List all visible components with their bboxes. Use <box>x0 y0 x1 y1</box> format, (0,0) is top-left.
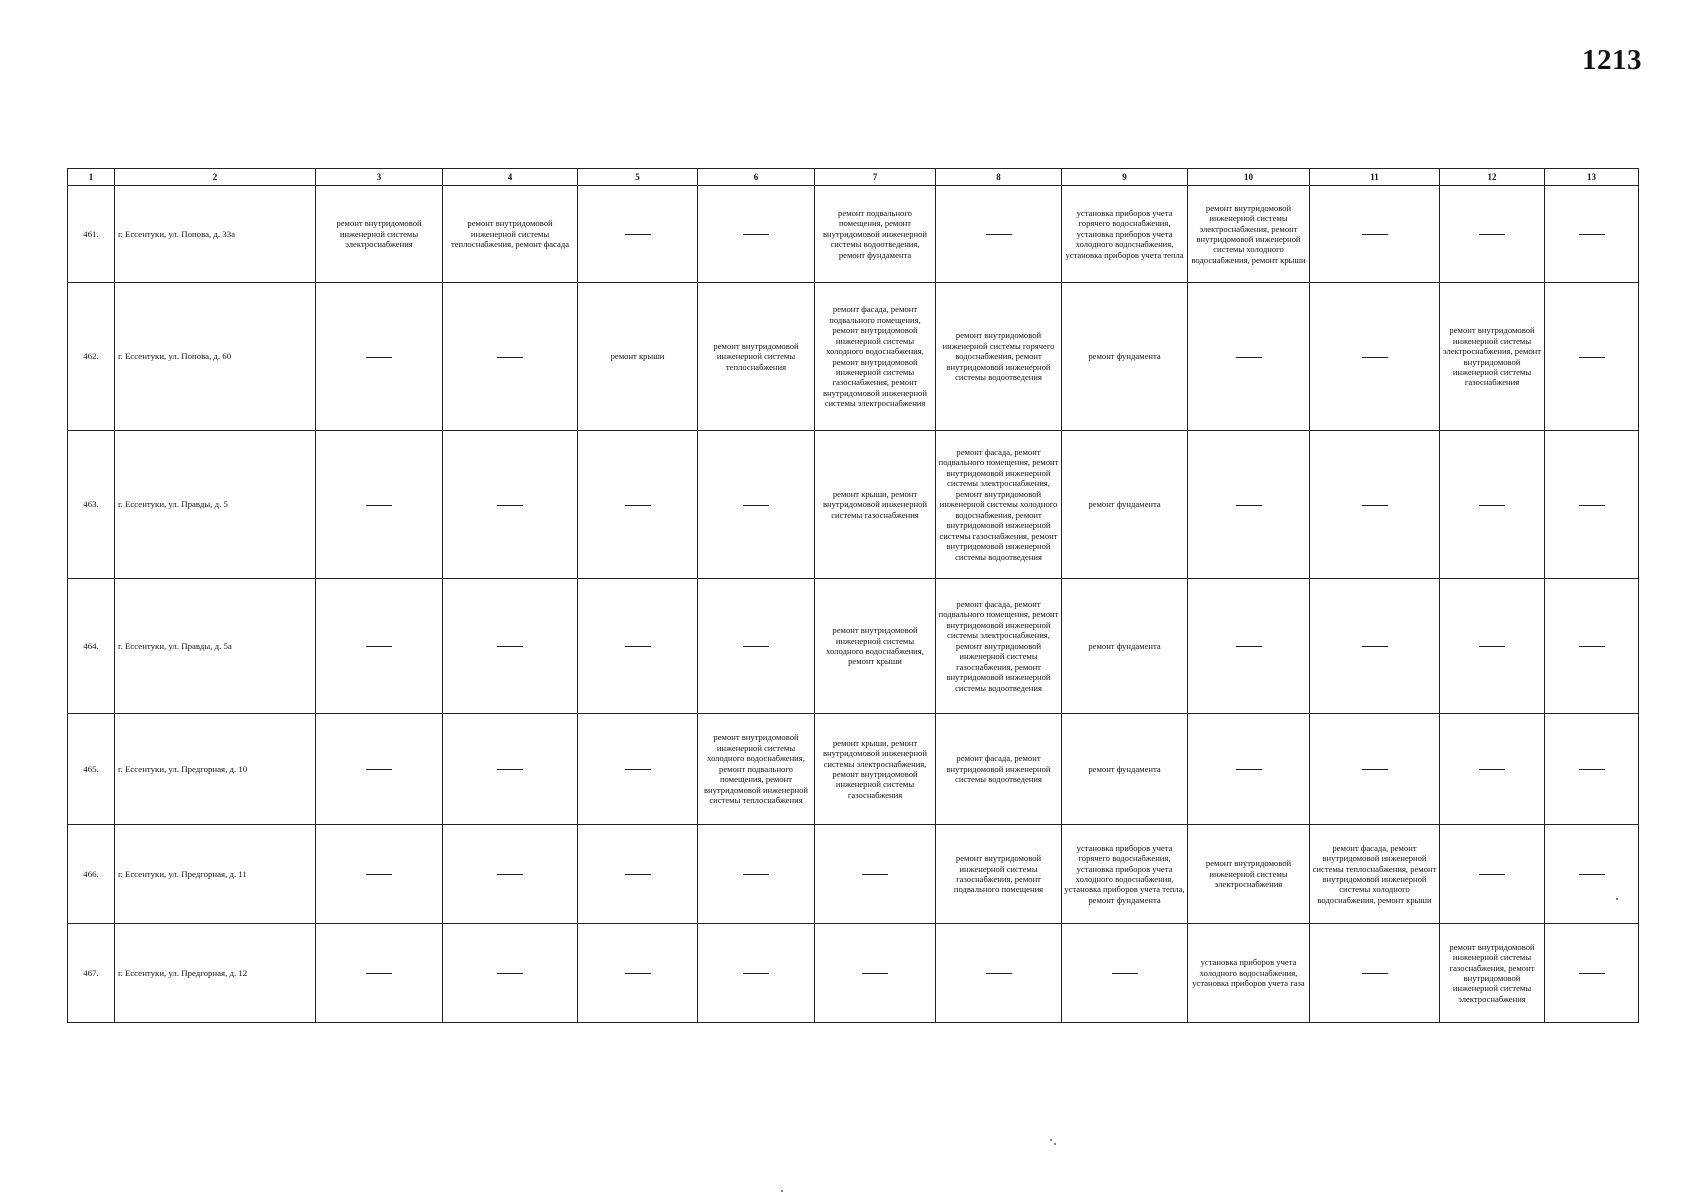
row-number: 461. <box>68 186 115 283</box>
dash-mark <box>625 234 651 235</box>
empty-dash-cell <box>698 186 815 283</box>
dash-mark <box>1579 973 1605 974</box>
empty-dash-cell <box>443 924 578 1023</box>
column-header: 7 <box>815 169 936 186</box>
empty-dash-cell <box>1440 431 1545 579</box>
empty-dash-cell <box>1310 431 1440 579</box>
empty-dash-cell <box>1545 825 1639 924</box>
address-cell: г. Ессентуки, ул. Правды, д. 5а <box>115 579 316 714</box>
dash-mark <box>1236 646 1262 647</box>
address-cell: г. Ессентуки, ул. Предгорная, д. 12 <box>115 924 316 1023</box>
dash-mark <box>1362 646 1388 647</box>
dash-mark <box>743 646 769 647</box>
column-header: 13 <box>1545 169 1639 186</box>
column-header: 10 <box>1188 169 1310 186</box>
empty-dash-cell <box>316 579 443 714</box>
dash-mark <box>862 973 888 974</box>
empty-dash-cell <box>1440 714 1545 825</box>
column-header: 9 <box>1062 169 1188 186</box>
works-cell: ремонт фасада, ремонт внутридомовой инженерной системы теплоснабжения, ремонт внутридомовой инженерной системы холодного водоснабжения, ремонт крыши <box>1310 825 1440 924</box>
empty-dash-cell <box>578 579 698 714</box>
empty-dash-cell <box>1310 924 1440 1023</box>
dash-mark <box>497 505 523 506</box>
column-header: 11 <box>1310 169 1440 186</box>
dash-mark <box>743 973 769 974</box>
column-header: 8 <box>936 169 1062 186</box>
works-cell: ремонт внутридомовой инженерной системы электроснабжения <box>316 186 443 283</box>
dash-mark <box>1579 769 1605 770</box>
empty-dash-cell <box>1545 186 1639 283</box>
works-cell: ремонт фундамента <box>1062 579 1188 714</box>
works-cell: ремонт фасада, ремонт внутридомовой инженерной системы водоотведения <box>936 714 1062 825</box>
dash-mark <box>366 505 392 506</box>
empty-dash-cell <box>1062 924 1188 1023</box>
works-cell: ремонт фундамента <box>1062 283 1188 431</box>
works-cell: ремонт фасада, ремонт подвального помещения, ремонт внутридомовой инженерной системы электроснабжения, ремонт внутридомовой инженерной системы холодного водоснабжения, ремонт внутридомовой инженерной системы газоснабжения, ремонт внутридомовой инженерной системы водоотведения <box>936 431 1062 579</box>
dash-mark <box>625 646 651 647</box>
dash-mark <box>1479 769 1505 770</box>
works-cell: ремонт внутридомовой инженерной системы холодного водоснабжения, ремонт подвального помещения, ремонт внутридомовой инженерной системы теплоснабжения <box>698 714 815 825</box>
empty-dash-cell <box>1188 579 1310 714</box>
dash-mark <box>1236 769 1262 770</box>
empty-dash-cell <box>316 924 443 1023</box>
works-cell: ремонт крыши, ремонт внутридомовой инженерной системы электроснабжения, ремонт внутридомовой инженерной системы газоснабжения <box>815 714 936 825</box>
dash-mark <box>497 769 523 770</box>
empty-dash-cell <box>443 714 578 825</box>
works-cell: ремонт крыши, ремонт внутридомовой инженерной системы газоснабжения <box>815 431 936 579</box>
dash-mark <box>625 769 651 770</box>
dash-mark <box>1112 973 1138 974</box>
dash-mark <box>625 505 651 506</box>
dash-mark <box>1579 646 1605 647</box>
empty-dash-cell <box>815 825 936 924</box>
row-number: 463. <box>68 431 115 579</box>
empty-dash-cell <box>1545 714 1639 825</box>
empty-dash-cell <box>936 924 1062 1023</box>
works-cell: ремонт фундамента <box>1062 431 1188 579</box>
dash-mark <box>986 973 1012 974</box>
empty-dash-cell <box>443 431 578 579</box>
dash-mark <box>1236 357 1262 358</box>
dash-mark <box>1362 973 1388 974</box>
dash-mark <box>1579 505 1605 506</box>
empty-dash-cell <box>578 186 698 283</box>
empty-dash-cell <box>1188 431 1310 579</box>
dash-mark <box>497 874 523 875</box>
row-number: 462. <box>68 283 115 431</box>
dash-mark <box>497 646 523 647</box>
works-cell: ремонт крыши <box>578 283 698 431</box>
empty-dash-cell <box>316 283 443 431</box>
address-cell: г. Ессентуки, ул. Предгорная, д. 11 <box>115 825 316 924</box>
empty-dash-cell <box>1545 431 1639 579</box>
row-number: 467. <box>68 924 115 1023</box>
dash-mark <box>1362 505 1388 506</box>
address-cell: г. Ессентуки, ул. Правды, д. 5 <box>115 431 316 579</box>
dash-mark <box>1362 234 1388 235</box>
empty-dash-cell <box>316 714 443 825</box>
empty-dash-cell <box>1310 186 1440 283</box>
dash-mark <box>366 874 392 875</box>
works-cell: ремонт внутридомовой инженерной системы горячего водоснабжения, ремонт внутридомовой инженерной системы водоотведения <box>936 283 1062 431</box>
empty-dash-cell <box>1545 579 1639 714</box>
empty-dash-cell <box>1188 714 1310 825</box>
address-cell: г. Ессентуки, ул. Предгорная, д. 10 <box>115 714 316 825</box>
scan-speck <box>781 1190 783 1192</box>
empty-dash-cell <box>443 579 578 714</box>
empty-dash-cell <box>698 924 815 1023</box>
address-cell: г. Ессентуки, ул. Попова, д. 60 <box>115 283 316 431</box>
empty-dash-cell <box>1310 714 1440 825</box>
empty-dash-cell <box>578 714 698 825</box>
dash-mark <box>1479 234 1505 235</box>
repair-schedule-table <box>67 168 1639 1023</box>
dash-mark <box>1236 505 1262 506</box>
column-header: 12 <box>1440 169 1545 186</box>
empty-dash-cell <box>698 825 815 924</box>
dash-mark <box>1479 646 1505 647</box>
works-cell: установка приборов учета горячего водоснабжения, установка приборов учета холодного водоснабжения, установка приборов учета тепла <box>1062 186 1188 283</box>
empty-dash-cell <box>578 431 698 579</box>
dash-mark <box>743 874 769 875</box>
empty-dash-cell <box>316 825 443 924</box>
column-header: 1 <box>68 169 115 186</box>
dash-mark <box>986 234 1012 235</box>
dash-mark <box>743 234 769 235</box>
dash-mark <box>366 646 392 647</box>
empty-dash-cell <box>1545 283 1639 431</box>
table-row <box>68 579 1639 714</box>
works-cell: ремонт внутридомовой инженерной системы газоснабжения, ремонт подвального помещения <box>936 825 1062 924</box>
empty-dash-cell <box>936 186 1062 283</box>
column-header: 4 <box>443 169 578 186</box>
works-cell: ремонт внутридомовой инженерной системы газоснабжения, ремонт внутридомовой инженерной системы электроснабжения <box>1440 924 1545 1023</box>
dash-mark <box>497 973 523 974</box>
works-cell: ремонт фасада, ремонт подвального помещения, ремонт внутридомовой инженерной системы холодного водоснабжения, ремонт внутридомовой инженерной системы газоснабжения, ремонт внутридомовой инженерной системы электроснабжения <box>815 283 936 431</box>
table-row <box>68 283 1639 431</box>
works-cell: ремонт внутридомовой инженерной системы теплоснабжения, ремонт фасада <box>443 186 578 283</box>
empty-dash-cell <box>316 431 443 579</box>
works-cell: ремонт фундамента <box>1062 714 1188 825</box>
dash-mark <box>1579 234 1605 235</box>
table-row <box>68 186 1639 283</box>
dash-mark <box>366 357 392 358</box>
works-cell: установка приборов учета холодного водоснабжения, установка приборов учета газа <box>1188 924 1310 1023</box>
works-cell: ремонт подвального помещения, ремонт внутридомовой инженерной системы водоотведения, ремонт фундамента <box>815 186 936 283</box>
row-number: 465. <box>68 714 115 825</box>
empty-dash-cell <box>1440 825 1545 924</box>
dash-mark <box>1362 357 1388 358</box>
dash-mark <box>625 874 651 875</box>
works-cell: ремонт внутридомовой инженерной системы холодного водоснабжения, ремонт крыши <box>815 579 936 714</box>
empty-dash-cell <box>578 924 698 1023</box>
empty-dash-cell <box>443 825 578 924</box>
column-header: 2 <box>115 169 316 186</box>
empty-dash-cell <box>1440 579 1545 714</box>
empty-dash-cell <box>1545 924 1639 1023</box>
empty-dash-cell <box>1310 579 1440 714</box>
dash-mark <box>497 357 523 358</box>
dash-mark <box>1479 874 1505 875</box>
table-row <box>68 431 1639 579</box>
dash-mark <box>743 505 769 506</box>
works-cell: ремонт фасада, ремонт подвального помещения, ремонт внутридомовой инженерной системы электроснабжения, ремонт внутридомовой инженерной системы газоснабжения, ремонт внутридомовой инженерной системы водоотведения <box>936 579 1062 714</box>
header-row <box>68 169 1639 186</box>
scan-speck <box>1050 1139 1052 1141</box>
empty-dash-cell <box>443 283 578 431</box>
empty-dash-cell <box>1188 283 1310 431</box>
works-cell: ремонт внутридомовой инженерной системы электроснабжения <box>1188 825 1310 924</box>
address-cell: г. Ессентуки, ул. Попова, д. 33а <box>115 186 316 283</box>
column-header: 5 <box>578 169 698 186</box>
dash-mark <box>1579 357 1605 358</box>
dash-mark <box>366 769 392 770</box>
dash-mark <box>862 874 888 875</box>
table-row <box>68 825 1639 924</box>
empty-dash-cell <box>698 431 815 579</box>
column-header: 3 <box>316 169 443 186</box>
empty-dash-cell <box>1310 283 1440 431</box>
page-number: 1213 <box>1582 44 1642 76</box>
dash-mark <box>1362 769 1388 770</box>
scan-speck <box>1054 1143 1056 1145</box>
dash-mark <box>1579 874 1605 875</box>
dash-mark <box>366 973 392 974</box>
table-row <box>68 714 1639 825</box>
empty-dash-cell <box>1440 186 1545 283</box>
row-number: 464. <box>68 579 115 714</box>
table-row <box>68 924 1639 1023</box>
row-number: 466. <box>68 825 115 924</box>
works-cell: ремонт внутридомовой инженерной системы электроснабжения, ремонт внутридомовой инженерной системы холодного водоснабжения, ремонт крыши <box>1188 186 1310 283</box>
empty-dash-cell <box>578 825 698 924</box>
empty-dash-cell <box>815 924 936 1023</box>
works-cell: ремонт внутридомовой инженерной системы теплоснабжения <box>698 283 815 431</box>
column-header: 6 <box>698 169 815 186</box>
works-cell: ремонт внутридомовой инженерной системы электроснабжения, ремонт внутридомовой инженерной системы газоснабжения <box>1440 283 1545 431</box>
empty-dash-cell <box>698 579 815 714</box>
dash-mark <box>625 973 651 974</box>
works-cell: установка приборов учета горячего водоснабжения, установка приборов учета холодного водоснабжения, установка приборов учета тепла, ремонт фундамента <box>1062 825 1188 924</box>
dash-mark <box>1479 505 1505 506</box>
